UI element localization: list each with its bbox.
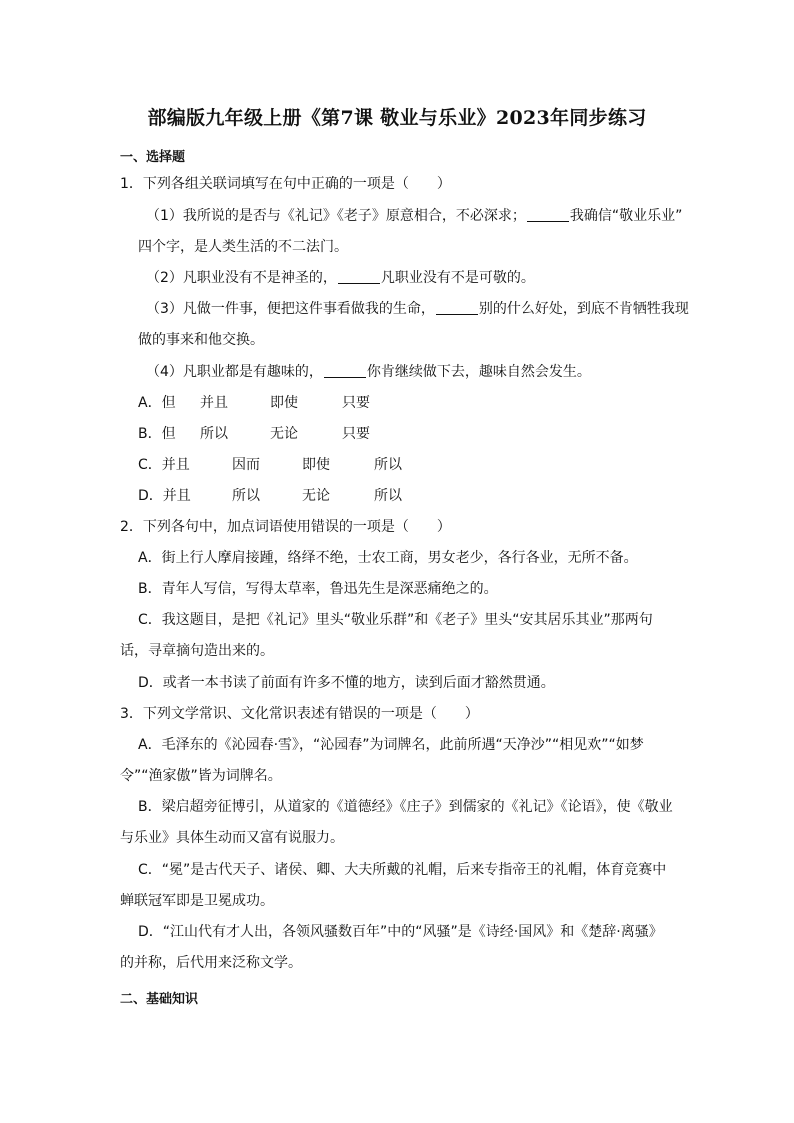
question-2-option-b: B．青年人写信，写得太草率，鲁迅先生是深恶痛绝之的。 — [138, 581, 498, 597]
question-2-option-a: A．街上行人摩肩接踵，络绎不绝，士农工商，男女老少，各行各业，无所不备。 — [138, 550, 638, 566]
option-word: 无论 — [302, 488, 330, 504]
question-3-option-a: A．毛泽东的《沁园春·雪》，“沁园春”为词牌名，此前所遇“天净沙”“相见欢”“如梦 — [138, 737, 644, 753]
option-a — [138, 393, 370, 413]
sentence-text: （1）我所说的是否与《礼记》《老子》原意相合，不必深求； — [146, 208, 526, 224]
question-2-option-c: C．我这题目，是把《礼记》里头“敬业乐群”和《老子》里头“安其居乐其业”那两句 — [138, 612, 653, 628]
option-word: 所以 — [232, 488, 260, 504]
sentence-text: （3）凡做一件事，便把这件事看做我的生命， — [146, 301, 435, 317]
section-heading-basics: 二、基础知识 — [120, 992, 199, 1007]
option-word: 所以 — [200, 426, 228, 442]
question-1-sentence-2 — [146, 268, 535, 288]
option-word: 即使 — [270, 395, 298, 411]
option-b — [138, 424, 370, 444]
option-word: 即使 — [302, 457, 330, 473]
question-1-sentence-1-cont: 四个字，是人类生活的不二法门。 — [138, 239, 348, 255]
option-label: B．但 — [138, 426, 176, 442]
option-word: 所以 — [374, 488, 402, 504]
question-2-option-c-cont: 话，寻章摘句造出来的。 — [120, 643, 274, 659]
question-1-sentence-4 — [146, 362, 591, 382]
question-3-option-d-cont: 的并称，后代用来泛称文学。 — [120, 955, 302, 971]
sentence-text: （4）凡职业都是有趣味的， — [146, 364, 323, 380]
question-2-stem: 2．下列各句中，加点词语使用错误的一项是（ ） — [120, 519, 451, 535]
option-word: 因而 — [232, 457, 260, 473]
question-3-option-c: C．“冕”是古代天子、诸侯、卿、大夫所戴的礼帽，后来专指帝王的礼帽，体育竞赛中 — [138, 862, 667, 878]
page-title: 部编版九年级上册《第7课 敬业与乐业》2023年同步练习 — [147, 107, 647, 129]
sentence-text: 你肯继续做下去，趣味自然会发生。 — [366, 364, 591, 380]
question-1-stem: 1．下列各组关联词填写在句中正确的一项是（ ） — [120, 176, 451, 192]
section-heading-choice: 一、选择题 — [120, 150, 186, 165]
option-word: 所以 — [374, 457, 402, 473]
question-1-sentence-1 — [146, 206, 682, 226]
question-3-option-d: D．“江山代有才人出，各领风骚数百年”中的“风骚”是《诗经·国风》和《楚辞·离骚》 — [138, 924, 663, 940]
answer-blank — [338, 269, 380, 284]
answer-blank — [527, 207, 569, 222]
question-3-option-b-cont: 与乐业》具体生动而又富有说服力。 — [120, 830, 344, 846]
sentence-text: 我确信“敬业乐业” — [569, 208, 683, 224]
option-label: A．但 — [138, 395, 176, 411]
option-label: D．并且 — [138, 488, 191, 504]
question-2-option-d: D．或者一本书读了前面有许多不懂的地方，读到后面才豁然贯通。 — [138, 675, 555, 691]
question-3-option-b: B．梁启超旁征博引，从道家的《道德经》《庄子》到儒家的《礼记》《论语》，使《敬业 — [138, 799, 673, 815]
sentence-text: （2）凡职业没有不是神圣的， — [146, 270, 337, 286]
sentence-text: 别的什么好处，到底不肯牺牲我现 — [478, 301, 689, 317]
question-3-option-c-cont: 蝉联冠军即是卫冕成功。 — [120, 893, 274, 909]
option-word: 无论 — [270, 426, 298, 442]
answer-blank — [324, 363, 366, 378]
option-word: 只要 — [342, 426, 370, 442]
question-1-sentence-3 — [146, 299, 689, 319]
option-d — [138, 486, 402, 506]
option-label: C．并且 — [138, 457, 190, 473]
question-1-sentence-3-cont: 做的事来和他交换。 — [138, 332, 264, 348]
sentence-text: 凡职业没有不是可敬的。 — [380, 270, 535, 286]
option-c — [138, 455, 402, 475]
question-3-stem: 3．下列文学常识、文化常识表述有错误的一项是（ ） — [120, 706, 479, 722]
question-3-option-a-cont: 令”“渔家傲”皆为词牌名。 — [120, 768, 282, 784]
option-word: 只要 — [342, 395, 370, 411]
answer-blank — [436, 300, 478, 315]
option-word: 并且 — [200, 395, 228, 411]
